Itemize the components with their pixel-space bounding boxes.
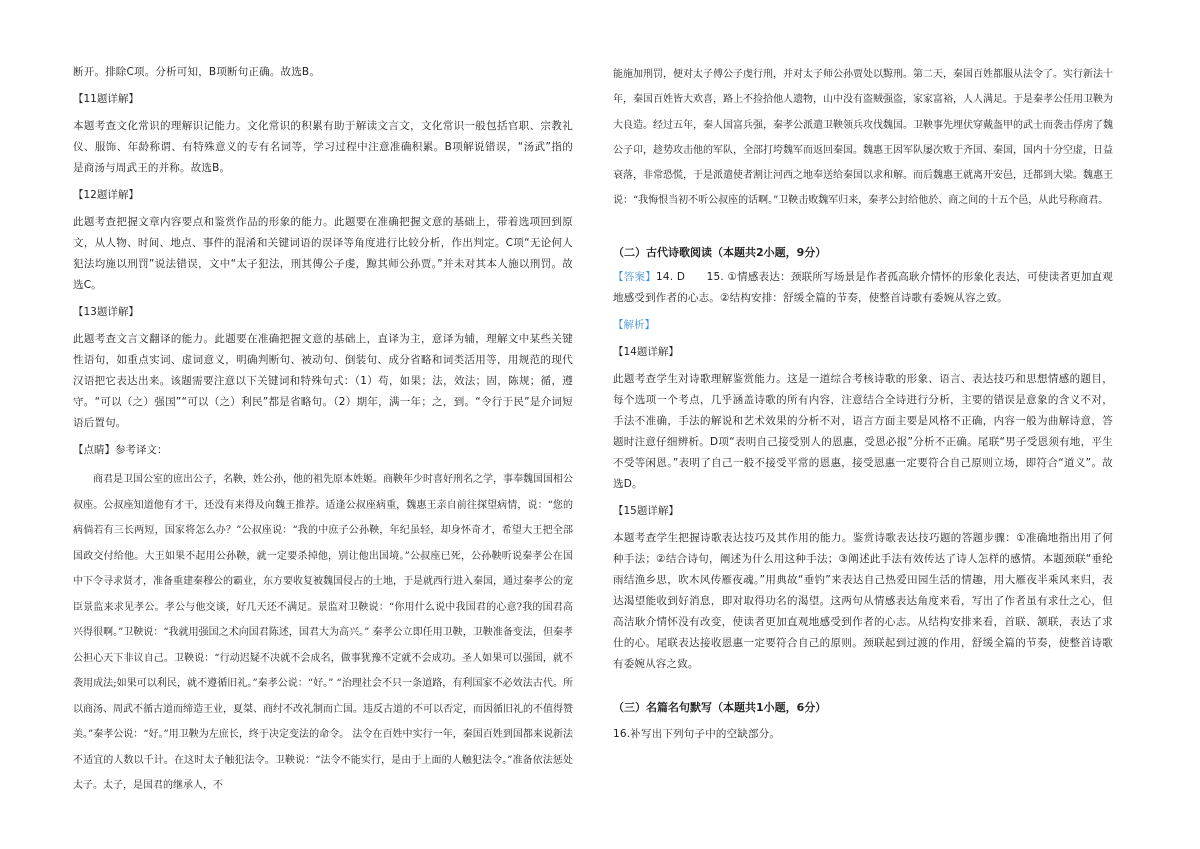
paragraph-15: 本题考查学生把握诗歌表达技巧及其作用的能力。鉴赏诗歌表达技巧题的答题步骤：①准确地指出用了何种手法；②结合诗句，阐述为什么用这种手法；③阐述此手法有效传达了诗人怎样的感情。本题颈联“垂纶雨结渔乡思，吹木风传雁夜魂。”用典故“垂钓”来表达自己热爱田园生活的情趣，用大雁夜半乘风来归，表达渴望能收到好消息，即对取得功名的渴望。这两句从情感表达角度来看，写出了作者虽有求仕之心，但高洁耿介情怀没有改变，使读者更加直观地感受到作者的心志。从结构安排来看，首联、颔联，表达了求仕的心。尾联表达接收恩惠一定要符合自己的原则。颈联起到过渡的作用，舒缓全篇的节奏，使整首诗歌有委婉从容之致。 [613, 531, 1113, 670]
paragraph-12: 此题考查把握文章内容要点和鉴赏作品的形象的能力。此题要在准确把握文意的基础上，带着选项回到原文，从人物、时间、地点、事件的混淆和关键词语的误译等角度进行比较分析，作出判定。C项“无论何人犯法均施以刑罚”说法错误，文中“太子犯法，刑其傅公子虔，黥其师公孙贾。”并未对其本人施以刑罚。故选C。 [73, 216, 573, 291]
left-column [73, 62, 573, 799]
question-16: 16.补写出下列句子中的空缺部分。 [613, 727, 781, 740]
right-column [613, 62, 1113, 745]
analysis-tag: 【解析】 [613, 318, 655, 331]
answer-tag: 【答案】 [613, 270, 656, 283]
paragraph-14: 此题考查学生对诗歌理解鉴赏能力。这是一道综合考核诗歌的形象、语言、表达技巧和思想情感的题目，每个选项一个考点，几乎涵盖诗歌的所有内容，注意结合全诗进行分析，主要的错误是意象的含义不对，手法不准确，手法的解说和艺术效果的分析不对，语言方面主要是风格不正确，内容一般为曲解诗意，答题时注意仔细辨析。D项“表明自己接受别人的恩惠，受恩必报”分析不正确。尾联“男子受恩须有地，平生不受等闲恩。”表明了自己一般不接受平常的恩惠，接受恩惠一定要符合自己原则立场，即符合“道义”。故选D。 [613, 372, 1113, 490]
section-2-title: （二）古代诗歌阅读（本题共2小题，9分） [613, 245, 827, 259]
intro-paragraph: 断开。排除C项。分析可知，B项断句正确。故选B。 [73, 66, 321, 78]
translation-continued: 能施加刑罚，便对太子傅公子虔行刑，并对太子师公孙贾处以黥刑。第二天，秦国百姓都服从法令了。实行新法十年，秦国百姓皆大欢喜，路上不捡拾他人遗物，山中没有盗贼强盗，家家富裕，人人满足。于是秦孝公任用卫鞅为大良造。经过五年，秦人国富兵强，秦孝公派遣卫鞅领兵攻伐魏国。卫鞅事先埋伏穿戴盔甲的武士而袭击俘虏了魏公子卬，趁势攻击他的军队，全部打垮魏军而返回秦国。魏惠王因军队屡次败于齐国、秦国，国内十分空虚，日益衰落，非常恐慌，于是派遣使者割让河西之地奉送给秦国以求和解。而后魏惠王就离开安邑，迁都到大梁。魏惠王说：“我悔恨当初不听公叔座的话啊。”卫鞅击败魏军归来，秦孝公封给他於、商之间的十五个邑，从此号称商君。 [613, 69, 1113, 207]
heading-note: 【点睛】参考译文： [73, 444, 168, 456]
heading-11: 【11题详解】 [73, 93, 139, 105]
heading-13: 【13题详解】 [73, 306, 139, 318]
answer-text: 14. D 15. ①情感表达：颈联所写场景是作者孤高耿介情怀的形象化表达，可使读者更加直观地感受到作者的心志。②结构安排：舒缓全篇的节奏，使整首诗歌有委婉从容之致。 [613, 270, 1113, 304]
paragraph-13: 此题考查文言文翻译的能力。此题要在准确把握文意的基础上，直译为主，意译为辅，理解文中某些关键性语句，如重点实词、虚词意义，明确判断句、被动句、倒装句、成分省略和词类活用等，用规范的现代汉语把它表达出来。该题需要注意以下关键词和特殊句式：（1）苟，如果；法，效法；固，陈规；循，遵守。“可以（之）强国”“可以（之）利民”都是省略句。（2）期年，满一年；之，到。“令行于民”是介词短语后置句。 [73, 333, 573, 429]
heading-12: 【12题详解】 [73, 189, 139, 201]
paragraph-11: 本题考查文化常识的理解识记能力。文化常识的积累有助于解读文言文，文化常识一般包括官职、宗教礼仪、服饰、年龄称谓、有特殊意义的专有名词等，学习过程中注意准确积累。B项解说错误，“汤武”指的是商汤与周武王的并称。故选B。 [73, 120, 573, 174]
heading-15: 【15题详解】 [613, 504, 679, 517]
heading-14: 【14题详解】 [613, 345, 679, 358]
answer-paragraph [613, 267, 1113, 309]
section-3-title: （三）名篇名句默写（本题共1小题，6分） [613, 700, 827, 714]
translation-text: 商君是卫国公室的庶出公子，名鞅，姓公孙，他的祖先原本姓姬。商鞅年少时喜好刑名之学，事奉魏国国相公叔座。公叔座知道他有才干，还没有来得及向魏王推荐。适逢公叔座病重，魏惠王亲自前往探望病情，说：“您的病倘若有三长两短，国家将怎么办？”公叔座说：“我的中庶子公孙鞅，年纪虽轻，却身怀奇才，希望大王把全部国政交付给他。大王如果不起用公孙鞅，就一定要杀掉他，别让他出国境。”公叔座已死，公孙鞅听说秦孝公在国中下令寻求贤才，准备重建秦穆公的霸业，东方要收复被魏国侵占的土地，于是就西行进入秦国，通过秦孝公的宠臣景监来求见孝公。孝公与他交谈，好几天还不满足。景监对卫鞅说：“你用什么说中我国君的心意?我的国君高兴得很啊。”卫鞅说：“我就用强国之术向国君陈述，国君大为高兴。” 秦孝公立即任用卫鞅，卫鞅准备变法，但秦孝公担心天下非议自己。卫鞅说：“行动迟疑不决就不会成名，做事犹豫不定就不会成功。圣人如果可以强国，就不袭用成法;如果可以利民，就不遵循旧礼。”秦孝公说：“好。” “治理社会不只一条道路，有利国家不必效法古代。所以商汤、周武不循古道而缔造王业，夏桀、商纣不改礼制而亡国。违反古道的不可以否定，而因循旧礼的不值得赞美。”秦孝公说：“好。”用卫鞅为左庶长，终于决定变法的命令。 法令在百姓中实行一年，秦国百姓到国都来说新法不适宜的人数以千计。在这时太子触犯法令。卫鞅说：“法令不能实行，是由于上面的人触犯法令。”准备依法惩处太子。太子，是国君的继承人，不 [73, 474, 573, 791]
